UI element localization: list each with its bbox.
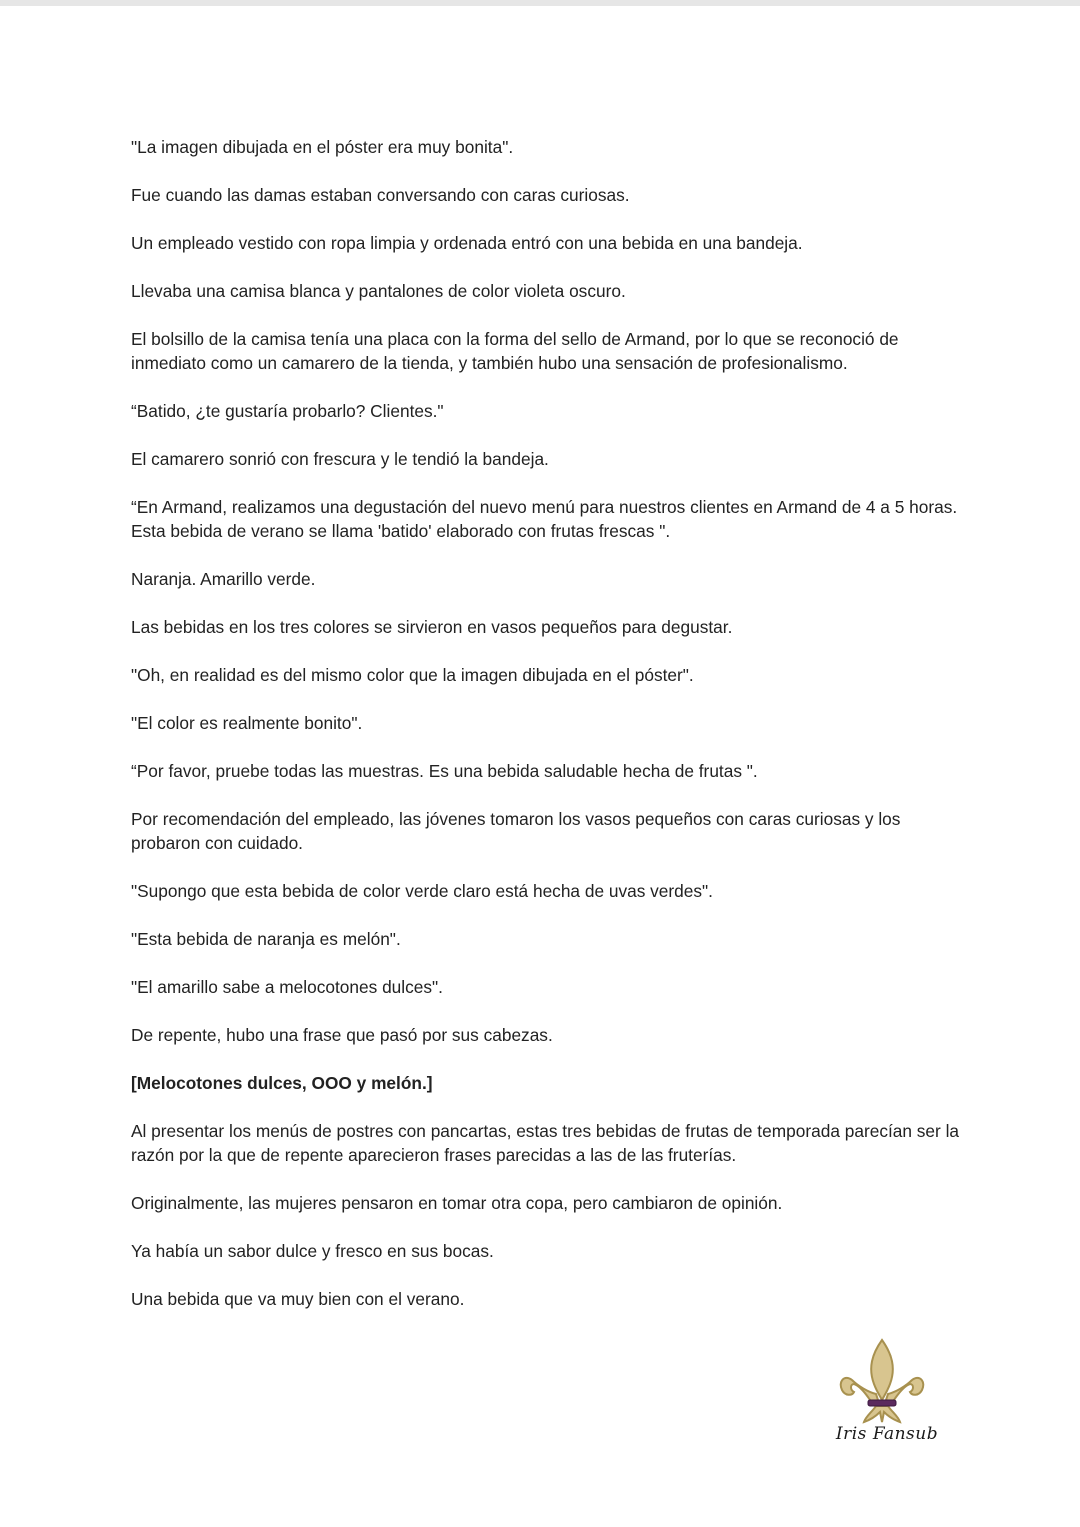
- document-body: [131, 135, 961, 1335]
- paragraph: Originalmente, las mujeres pensaron en tomar otra copa, pero cambiaron de opinión.: [131, 1193, 783, 1213]
- logo-text: Iris Fansub: [835, 1424, 939, 1444]
- top-bar: [0, 0, 1080, 6]
- paragraph: Ya había un sabor dulce y fresco en sus bocas.: [131, 1241, 494, 1261]
- paragraph: El camarero sonrió con frescura y le tendió la bandeja.: [131, 449, 549, 469]
- paragraph: El bolsillo de la camisa tenía una placa con la forma del sello de Armand, por lo que se reconoció de inmediato como un camarero de la tienda, y también hubo una sensación de profesionalismo.: [131, 329, 899, 373]
- paragraph: "El amarillo sabe a melocotones dulces".: [131, 977, 443, 997]
- paragraph: Al presentar los menús de postres con pancartas, estas tres bebidas de frutas de temporada parecían ser la razón por la que de repente aparecieron frases parecidas a las de las fruterías.: [131, 1121, 960, 1165]
- paragraph: "El color es realmente bonito".: [131, 713, 363, 733]
- bold-heading-paragraph: [Melocotones dulces, OOO y melón.]: [131, 1073, 433, 1093]
- paragraph: Fue cuando las damas estaban conversando con caras curiosas.: [131, 185, 630, 205]
- paragraph: Naranja. Amarillo verde.: [131, 569, 316, 589]
- band-shape: [868, 1400, 896, 1406]
- fleur-de-lis-icon: [832, 1336, 942, 1426]
- paragraph: "Oh, en realidad es del mismo color que la imagen dibujada en el póster".: [131, 665, 694, 685]
- paragraph: Llevaba una camisa blanca y pantalones de color violeta oscuro.: [131, 281, 626, 301]
- paragraph: “Batido, ¿te gustaría probarlo? Clientes.": [131, 401, 444, 421]
- paragraph: Una bebida que va muy bien con el verano.: [131, 1289, 465, 1309]
- paragraph: “En Armand, realizamos una degustación del nuevo menú para nuestros clientes en Armand de 4 a 5 horas. Esta bebida de verano se llama 'batido' elaborado con frutas frescas ".: [131, 497, 958, 541]
- paragraph: De repente, hubo una frase que pasó por sus cabezas.: [131, 1025, 553, 1045]
- paragraph: Las bebidas en los tres colores se sirvieron en vasos pequeños para degustar.: [131, 617, 733, 637]
- paragraph: "La imagen dibujada en el póster era muy bonita".: [131, 137, 514, 157]
- paragraph: "Esta bebida de naranja es melón".: [131, 929, 401, 949]
- iris-fansub-logo: [832, 1336, 942, 1456]
- paragraph: “Por favor, pruebe todas las muestras. Es una bebida saludable hecha de frutas ".: [131, 761, 758, 781]
- paragraph: Un empleado vestido con ropa limpia y ordenada entró con una bebida en una bandeja.: [131, 233, 803, 253]
- paragraph: Por recomendación del empleado, las jóvenes tomaron los vasos pequeños con caras curiosas y los probaron con cuidado.: [131, 809, 901, 853]
- paragraph: "Supongo que esta bebida de color verde claro está hecha de uvas verdes".: [131, 881, 713, 901]
